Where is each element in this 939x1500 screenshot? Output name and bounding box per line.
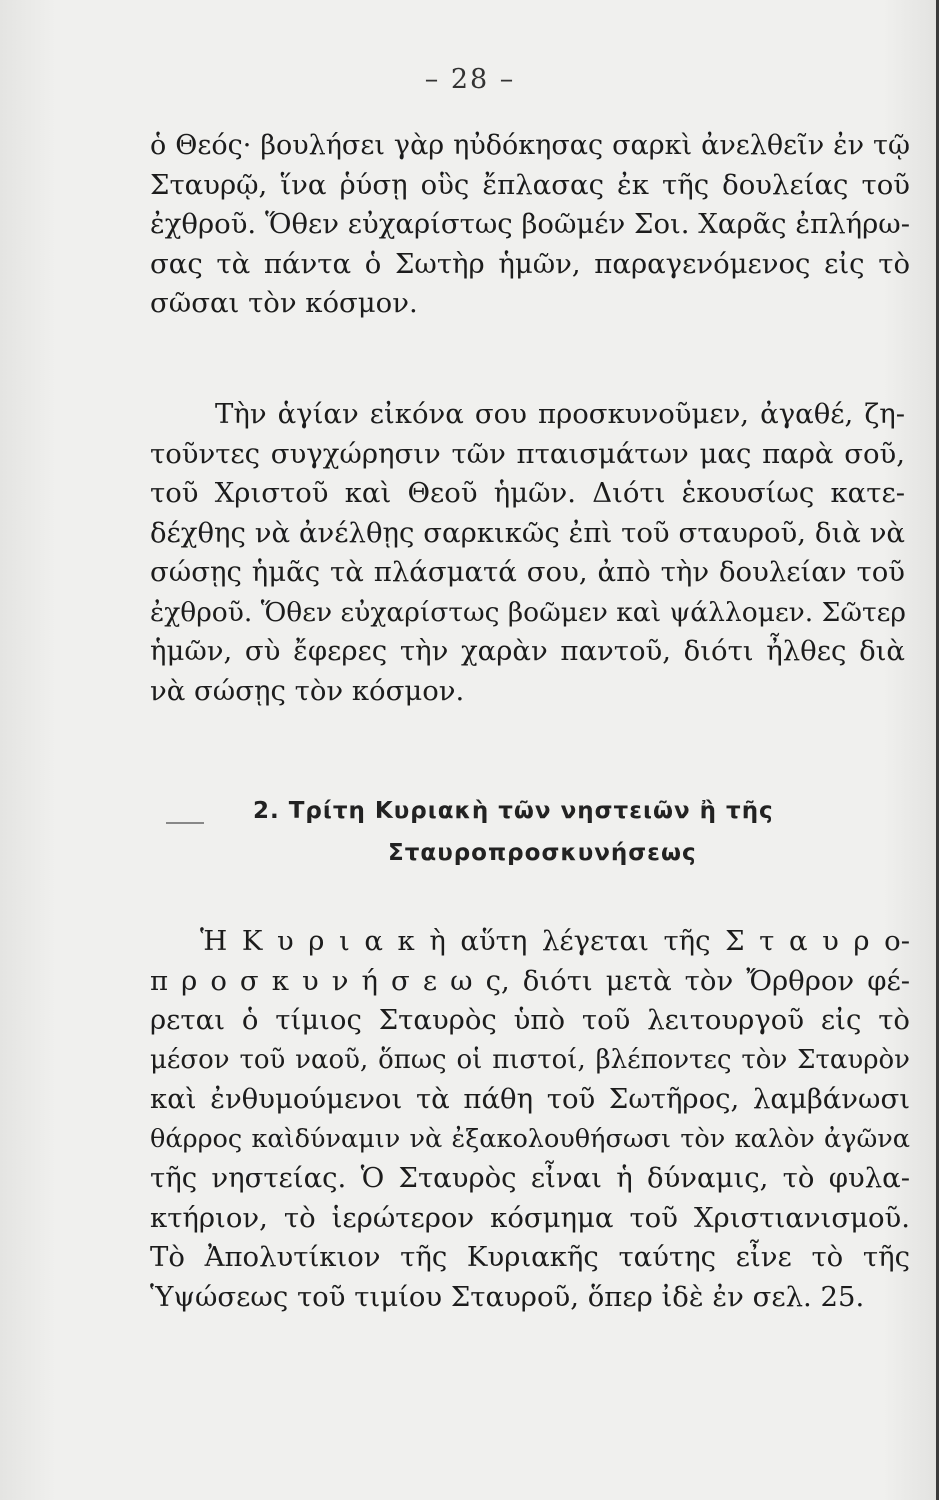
text-line: σῶσαι τὸν κόσμον. — [150, 287, 418, 319]
text-line: π ρ ο σ κ υ ν ή σ ε ω ς, διότι μετὰ τὸν Ὄρθρον φέ- — [150, 964, 910, 997]
text-line: Τὴν ἁγίαν εἰκόνα σου προσκυνοῦμεν, ἀγαθέ, ζη- — [215, 398, 905, 430]
paragraph-section-body — [150, 922, 910, 1317]
text-line: Τὸ Ἀπολυτίκιον τῆς Κυριακῆς ταύτης εἶνε τὸ τῆς — [150, 1241, 910, 1273]
section-heading: 2. Τρίτη Κυριακὴ τῶν νηστειῶν ἢ τῆς — [253, 798, 774, 824]
text-line: ἡμῶν, σὺ ἔφερες τὴν χαρὰν παντοῦ, διότι ἦλθες διὰ — [150, 635, 905, 667]
text-line: τοῦ Χριστοῦ καὶ Θεοῦ ἡμῶν. Διότι ἑκουσίως κατε- — [150, 477, 905, 509]
text-line: νὰ σώσῃς τὸν κόσμον. — [150, 674, 465, 707]
text-line: μέσον τοῦ ναοῦ, ὅπως οἱ πιστοί, βλέποντες τὸν Σταυρὸν — [150, 1044, 910, 1075]
text-line: Σταυρῷ, ἵνα ῥύσῃ οὓς ἔπλασας ἐκ τῆς δουλείας τοῦ — [150, 168, 910, 201]
paragraph-continuation — [150, 126, 910, 324]
text-line: σώσῃς ἡμᾶς τὰ πλάσματά σου, ἀπὸ τὴν δουλείαν τοῦ — [150, 556, 905, 588]
text-line: ρεται ὁ τίμιος Σταυρὸς ὑπὸ τοῦ λειτουργοῦ εἰς τὸ — [150, 1004, 910, 1036]
text-line: ὁ Θεός· βουλήσει γὰρ ηὐδόκησας σαρκὶ ἀνελθεῖν ἐν τῷ — [150, 130, 910, 161]
text-line: τοῦντες συγχώρησιν τῶν πταισμάτων μας παρὰ σοῦ, — [150, 437, 905, 470]
page-number: – 28 – — [424, 64, 516, 95]
text-line: καὶ ἐνθυμούμενοι τὰ πάθη τοῦ Σωτῆρος, λαμβάνωσι — [150, 1083, 910, 1115]
paragraph-hymn-paraphrase — [150, 395, 906, 711]
text-line: θάρρος καὶδύναμιν νὰ ἐξακολουθήσωσι τὸν καλὸν ἀγῶνα — [150, 1123, 910, 1154]
text-line: κτήριον, τὸ ἱερώτερον κόσμημα τοῦ Χριστιανισμοῦ. — [150, 1201, 910, 1234]
text-line: τῆς νηστείας. Ὁ Σταυρὸς εἶναι ἡ δύναμις, τὸ φυλα- — [150, 1162, 910, 1194]
text-line: Ἡ Κ υ ρ ι α κ ὴ αὕτη λέγεται τῆς Σ τ α υ ρ ο- — [200, 925, 910, 957]
text-line: Ὑψώσεως τοῦ τιμίου Σταυροῦ, ὅπερ ἰδὲ ἐν σελ. 25. — [150, 1280, 865, 1313]
text-line: σας τὰ πάντα ὁ Σωτὴρ ἡμῶν, παραγενόμενος εἰς τὸ — [150, 247, 910, 280]
text-line: ἐχθροῦ. Ὅθεν εὐχαρίστως βοῶμεν καὶ ψάλλομεν. Σῶτερ — [150, 596, 906, 628]
section-dash — [166, 822, 204, 824]
text-line: ἐχθροῦ. Ὅθεν εὐχαρίστως βοῶμέν Σοι. Χαρᾶς ἐπλήρω- — [150, 208, 910, 240]
text-line: δέχθης νὰ ἀνέλθῃς σαρκικῶς ἐπὶ τοῦ σταυροῦ, διὰ νὰ — [150, 516, 905, 549]
section-heading-continued: Σταυροπροσκυνήσεως — [388, 840, 697, 866]
